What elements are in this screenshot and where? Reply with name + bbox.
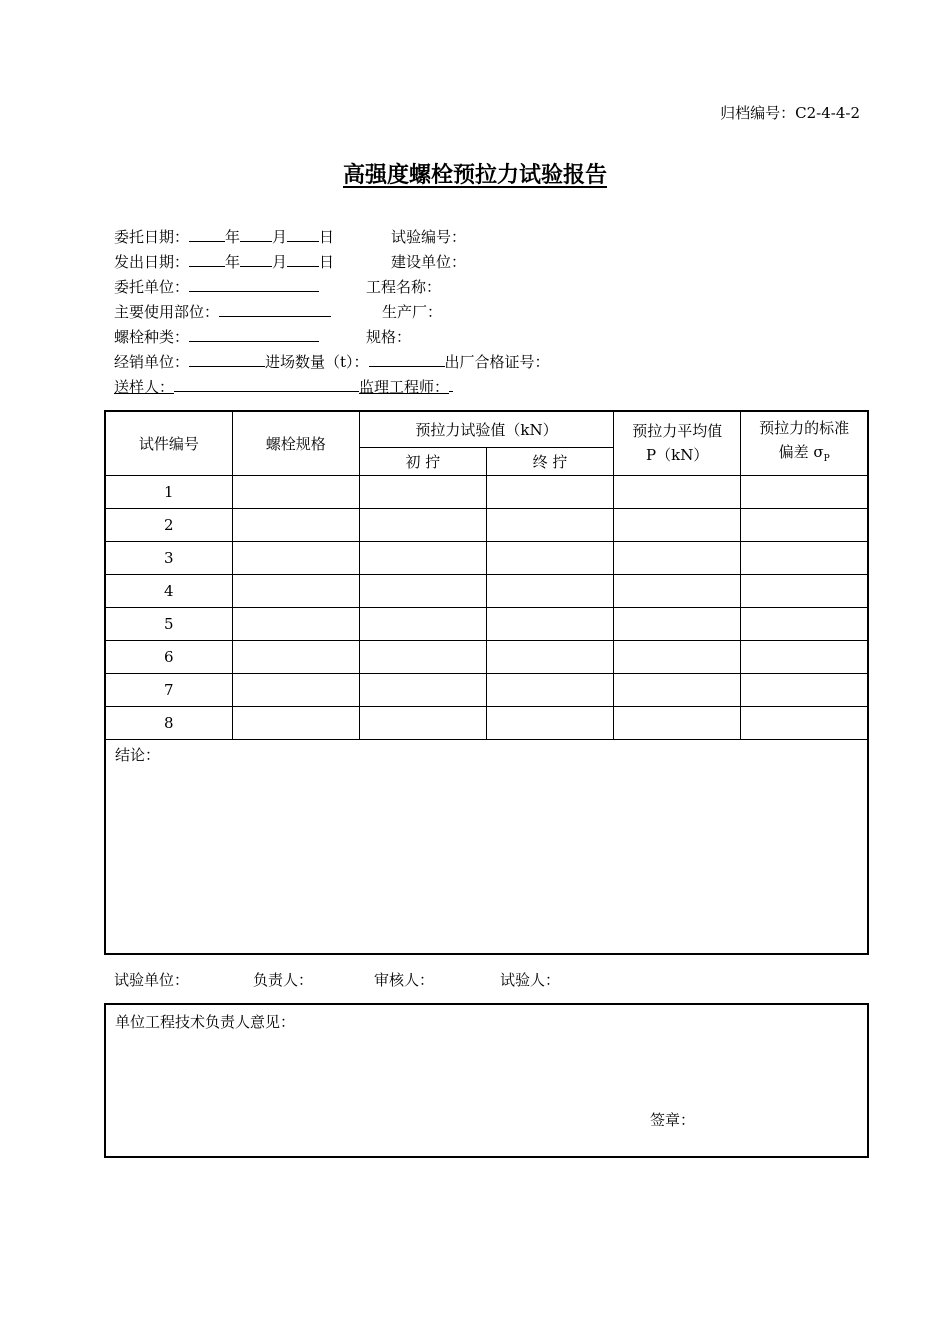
table-row — [105, 508, 868, 541]
cell-average[interactable] — [614, 640, 741, 673]
form-line-bolt-type — [114, 325, 319, 350]
day-label: 日 — [319, 253, 335, 271]
row-number: 7 — [105, 673, 232, 706]
cell-std[interactable] — [741, 706, 868, 739]
header-average — [614, 411, 741, 475]
cell-spec[interactable] — [232, 706, 359, 739]
opinion-label: 单位工程技术负责人意见： — [115, 1013, 296, 1031]
year-label: 年 — [225, 253, 241, 271]
cell-final[interactable] — [486, 673, 613, 706]
header-std-line1: 预拉力的标准 — [759, 418, 850, 437]
sender-label: 送样人： — [114, 378, 175, 396]
form-line-issue-date — [114, 250, 334, 275]
project-name-label: 工程名称： — [366, 278, 442, 296]
dealer-label: 经销单位： — [114, 353, 190, 371]
table-row — [105, 475, 868, 508]
entrust-day-field[interactable] — [287, 227, 319, 242]
quantity-label: 进场数量（t）： — [265, 353, 369, 371]
row-number: 5 — [105, 607, 232, 640]
cell-std[interactable] — [741, 541, 868, 574]
spec-label: 规格： — [366, 328, 412, 346]
entrust-year-field[interactable] — [189, 227, 225, 242]
form-line-sender — [114, 375, 453, 400]
responsible-label: 负责人： — [253, 971, 314, 989]
row-number: 3 — [105, 541, 232, 574]
cell-average[interactable] — [614, 574, 741, 607]
build-unit-label: 建设单位： — [391, 253, 467, 271]
test-no-label: 试验编号： — [391, 228, 467, 246]
cell-average[interactable] — [614, 541, 741, 574]
results-table — [104, 410, 869, 955]
header-std-dev — [741, 411, 868, 475]
archive-number: 归档编号：C2-4-4-2 — [720, 104, 860, 122]
bolt-type-label: 螺栓种类： — [114, 328, 190, 346]
cell-final[interactable] — [486, 475, 613, 508]
bolt-type-field[interactable] — [189, 327, 319, 342]
cell-average[interactable] — [614, 673, 741, 706]
entrust-unit-field[interactable] — [189, 277, 319, 292]
header-average-line2: P（kN） — [646, 446, 709, 465]
form-line-entrust-unit — [114, 275, 319, 300]
cell-initial[interactable] — [359, 673, 486, 706]
header-average-line1: 预拉力平均值 — [632, 422, 723, 441]
entrust-month-field[interactable] — [240, 227, 272, 242]
cell-average[interactable] — [614, 607, 741, 640]
supervisor-field[interactable] — [449, 377, 453, 392]
entrust-unit-label: 委托单位： — [114, 278, 190, 296]
cell-initial[interactable] — [359, 706, 486, 739]
cell-spec[interactable] — [232, 640, 359, 673]
dealer-field[interactable] — [189, 352, 265, 367]
row-number: 2 — [105, 508, 232, 541]
table-header-row — [105, 411, 868, 447]
cell-spec[interactable] — [232, 475, 359, 508]
header-test-value: 预拉力试验值（kN） — [359, 411, 613, 447]
seal-label: 签章： — [650, 1111, 696, 1129]
manufacturer-label: 生产厂： — [382, 303, 443, 321]
cell-initial[interactable] — [359, 640, 486, 673]
cell-initial[interactable] — [359, 508, 486, 541]
year-label: 年 — [225, 228, 241, 246]
cell-std[interactable] — [741, 673, 868, 706]
cell-average[interactable] — [614, 508, 741, 541]
cell-average[interactable] — [614, 706, 741, 739]
row-number: 1 — [105, 475, 232, 508]
cell-spec[interactable] — [232, 607, 359, 640]
row-number: 4 — [105, 574, 232, 607]
header-initial: 初 拧 — [359, 447, 486, 475]
cell-initial[interactable] — [359, 541, 486, 574]
table-row — [105, 574, 868, 607]
conclusion-cell[interactable] — [105, 739, 868, 954]
form-line-dealer — [114, 350, 550, 375]
sender-field[interactable] — [174, 377, 359, 392]
cell-std[interactable] — [741, 475, 868, 508]
cell-std[interactable] — [741, 574, 868, 607]
table-row — [105, 706, 868, 739]
conclusion-row — [105, 739, 868, 954]
technical-lead-opinion-box[interactable] — [104, 1003, 869, 1158]
day-label: 日 — [319, 228, 335, 246]
form-line-usage-part — [114, 300, 331, 325]
table-row — [105, 541, 868, 574]
issue-day-field[interactable] — [287, 252, 319, 267]
form-line-entrust-date — [114, 225, 334, 250]
row-number: 8 — [105, 706, 232, 739]
cell-std[interactable] — [741, 607, 868, 640]
entrust-date-label: 委托日期： — [114, 228, 190, 246]
cell-spec[interactable] — [232, 574, 359, 607]
table-row — [105, 640, 868, 673]
month-label: 月 — [272, 228, 288, 246]
issue-month-field[interactable] — [240, 252, 272, 267]
table-row — [105, 673, 868, 706]
header-std-line2: 偏差 σ — [778, 442, 824, 461]
tester-label: 试验人： — [500, 971, 561, 989]
row-number: 6 — [105, 640, 232, 673]
cert-label: 出厂合格证号： — [444, 353, 550, 371]
cell-final[interactable] — [486, 640, 613, 673]
header-spec: 螺栓规格 — [232, 411, 359, 475]
month-label: 月 — [272, 253, 288, 271]
usage-part-field[interactable] — [219, 302, 331, 317]
usage-part-label: 主要使用部位： — [114, 303, 220, 321]
header-std-subscript: P — [823, 453, 830, 464]
cell-std[interactable] — [741, 508, 868, 541]
cell-spec[interactable] — [232, 541, 359, 574]
cell-spec[interactable] — [232, 673, 359, 706]
cell-initial[interactable] — [359, 607, 486, 640]
quantity-field[interactable] — [369, 352, 445, 367]
test-unit-label: 试验单位： — [114, 971, 190, 989]
issue-date-label: 发出日期： — [114, 253, 190, 271]
header-specimen: 试件编号 — [105, 411, 232, 475]
cell-average[interactable] — [614, 475, 741, 508]
header-final: 终 拧 — [486, 447, 613, 475]
cell-final[interactable] — [486, 706, 613, 739]
issue-year-field[interactable] — [189, 252, 225, 267]
conclusion-label: 结论： — [115, 745, 161, 764]
cell-final[interactable] — [486, 574, 613, 607]
title-text: 高强度螺栓预拉力试验报告 — [342, 162, 607, 188]
table-row — [105, 607, 868, 640]
cell-initial[interactable] — [359, 574, 486, 607]
cell-final[interactable] — [486, 541, 613, 574]
page-title — [0, 158, 950, 189]
cell-final[interactable] — [486, 508, 613, 541]
cell-initial[interactable] — [359, 475, 486, 508]
cell-std[interactable] — [741, 640, 868, 673]
reviewer-label: 审核人： — [374, 971, 435, 989]
supervisor-label: 监理工程师： — [359, 378, 450, 396]
cell-spec[interactable] — [232, 508, 359, 541]
cell-final[interactable] — [486, 607, 613, 640]
